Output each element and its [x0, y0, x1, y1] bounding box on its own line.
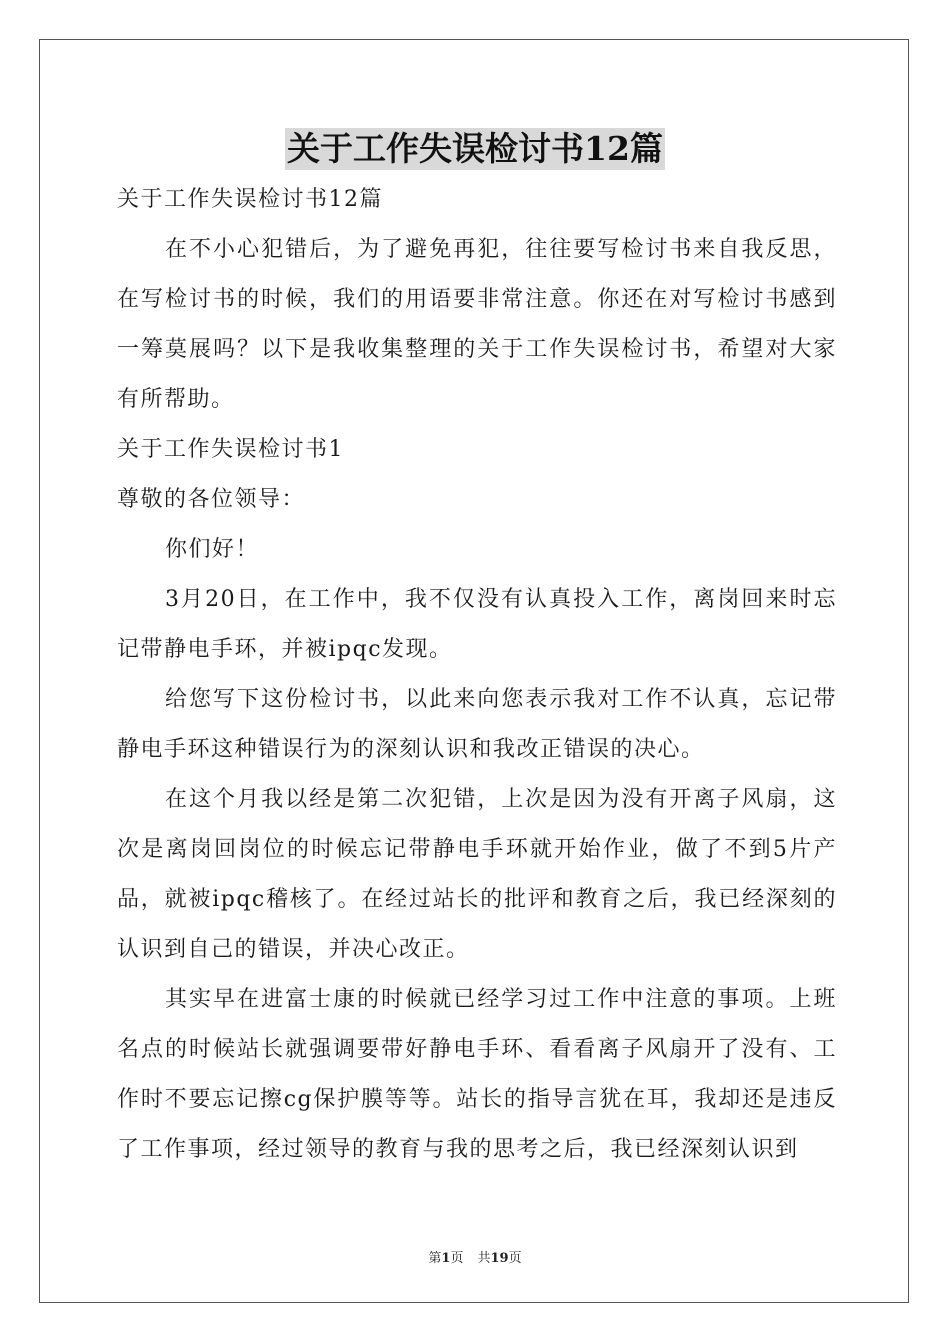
- paragraph: 关于工作失误检讨书12篇: [117, 187, 383, 212]
- document-body: [117, 175, 837, 1175]
- total-prefix: 共: [477, 1251, 491, 1266]
- page-footer: [0, 1247, 950, 1266]
- paragraph: 给您写下这份检讨书，以此来向您表示我对工作不认真，忘记带静电手环这种错误行为的深刻认识和我改正错误的决心。: [117, 687, 837, 762]
- paragraph: 关于工作失误检讨书1: [117, 437, 344, 462]
- page-prefix: 第: [428, 1251, 442, 1266]
- total-suffix: 页: [508, 1251, 522, 1266]
- page-suffix: 页: [450, 1251, 464, 1266]
- paragraph: 在这个月我以经是第二次犯错，上次是因为没有开离子风扇，这次是离岗回岗位的时候忘记带静电手环就开始作业，做了不到5片产品，就被ipqc稽核了。在经过站长的批评和教育之后，我已经深刻的认识到自己的错误，并决心改正。: [117, 787, 837, 962]
- paragraph: 3月20日，在工作中，我不仅没有认真投入工作，离岗回来时忘记带静电手环，并被ipqc发现。: [117, 587, 837, 662]
- total-pages: 19: [490, 1251, 509, 1266]
- document-title: 关于工作失误检讨书12篇: [287, 129, 663, 168]
- paragraph: 尊敬的各位领导：: [117, 487, 306, 512]
- title-container: [0, 128, 950, 170]
- paragraph: 在不小心犯错后，为了避免再犯，往往要写检讨书来自我反思，在写检讨书的时候，我们的用语要非常注意。你还在对写检讨书感到一筹莫展吗？以下是我收集整理的关于工作失误检讨书，希望对大家有所帮助。: [117, 237, 837, 412]
- paragraph: 你们好！: [165, 537, 260, 562]
- page-number: 1: [441, 1251, 451, 1266]
- paragraph: 其实早在进富士康的时候就已经学习过工作中注意的事项。上班名点的时候站长就强调要带好静电手环、看看离子风扇开了没有、工作时不要忘记擦cg保护膜等等。站长的指导言犹在耳，我却还是违反了工作事项，经过领导的教育与我的思考之后，我已经深刻认识到: [117, 987, 837, 1162]
